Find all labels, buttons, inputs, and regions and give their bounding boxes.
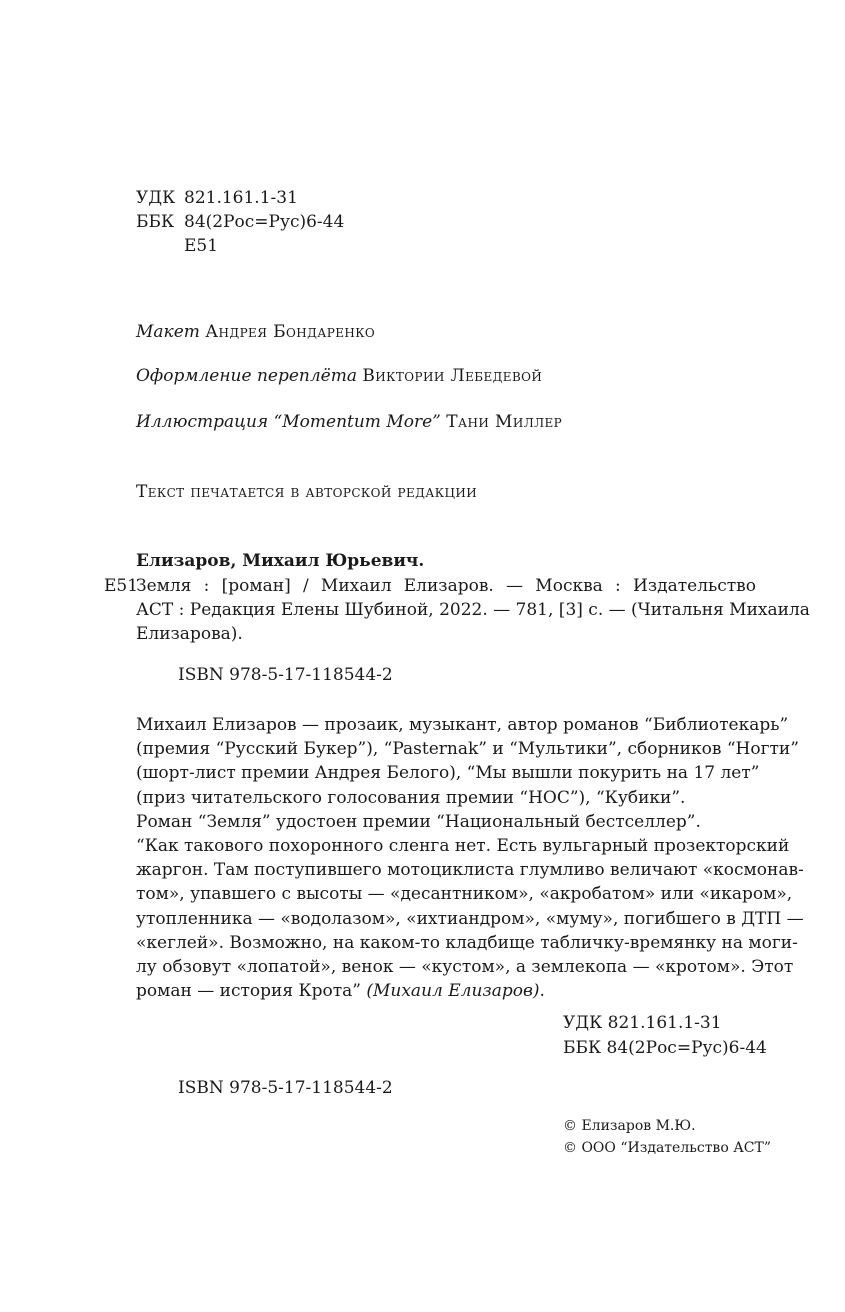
catalog-mark: Е51 — [104, 576, 139, 596]
credit-binding — [136, 366, 542, 386]
catalog-line: Земля : [роман] / Михаил Елизаров. — Москва : Издательство — [136, 576, 756, 596]
catalog-isbn: ISBN 978-5-17-118544-2 — [178, 665, 393, 685]
top-codes — [136, 186, 344, 258]
annotation-line: «кеглей». Возможно, на каком-то кладбище табличку-времянку на моги- — [136, 932, 798, 953]
edition-note: Текст печатается в авторской редакции — [136, 482, 478, 502]
copyright-publisher: © ООО “Издательство АСТ” — [563, 1140, 772, 1156]
catalog-line: АСТ : Редакция Елены Шубиной, 2022. — 781, [3] с. — (Читальня Михаила — [136, 600, 810, 621]
annotation-line: (шорт-лист премии Андрея Белого), “Мы вышли покурить на 17 лет” — [136, 763, 760, 784]
bottom-bbk: ББК 84(2Рос=Рус)6-44 — [563, 1038, 767, 1058]
annotation-line: утопленника — «водолазом», «ихтиандром», «муму», погибшего в ДТП — — [136, 908, 804, 929]
bottom-codes — [563, 1011, 767, 1061]
credit-layout — [136, 322, 375, 342]
author-mark: Е51 — [184, 236, 219, 256]
annotation-line: лу обзовут «лопатой», венок — «кустом», а землекопа — «кротом». Этот — [136, 957, 794, 978]
catalog-description — [136, 574, 810, 647]
annotation-line: Роман “Земля” удостоен премии “Национальный бестселлер”. — [136, 811, 701, 832]
bbk-row — [136, 210, 344, 234]
annotation-last-text: роман — история Крота” — [136, 981, 361, 1002]
bbk-label: ББК — [136, 212, 175, 232]
credit-layout-name: Андрея Бондаренко — [205, 322, 376, 342]
annotation-line: “Как такового похоронного сленга нет. Есть вульгарный прозекторский — [136, 836, 790, 857]
credit-binding-name: Виктории Лебедевой — [362, 366, 543, 386]
udk-label: УДК — [136, 188, 176, 208]
annotation-last-line — [136, 979, 756, 1003]
annotation-line: жаргон. Там поступившего мотоциклиста глумливо величают «космонав- — [136, 860, 804, 881]
credit-illustration-role: Иллюстрация “Momentum More” — [136, 412, 441, 432]
bbk-value: 84(2Рос=Рус)6-44 — [184, 212, 345, 232]
author-mark-row — [136, 234, 344, 258]
bottom-isbn: ISBN 978-5-17-118544-2 — [178, 1078, 393, 1098]
copyright-author: © Елизаров М.Ю. — [563, 1118, 696, 1134]
credit-illustration — [136, 412, 562, 432]
udk-value: 821.161.1-31 — [184, 188, 298, 208]
catalog-line: Елизарова). — [136, 624, 243, 645]
bottom-udk: УДК 821.161.1-31 — [563, 1013, 722, 1033]
annotation-attribution: (Михаил Елизаров) — [366, 981, 540, 1002]
credit-illustration-name: Тани Миллер — [446, 412, 563, 432]
annotation-end: . — [539, 981, 545, 1002]
catalog-author-heading: Елизаров, Михаил Юрьевич. — [136, 551, 425, 571]
annotation — [136, 713, 804, 1003]
copyright-block — [563, 1115, 771, 1159]
annotation-line: (премия “Русский Букер”), “Pasternak” и “Мультики”, сборников “Ногти” — [136, 739, 799, 760]
annotation-line: Михаил Елизаров — прозаик, музыкант, автор романов “Библиотекарь” — [136, 715, 789, 735]
credit-binding-role: Оформление переплёта — [136, 366, 357, 386]
udk-row — [136, 186, 344, 210]
credit-layout-role: Макет — [136, 322, 200, 342]
annotation-line: том», упавшего с высоты — «десантником», «акробатом» или «икаром», — [136, 884, 793, 905]
annotation-line: (приз читательского голосования премии “НОС”), “Кубики”. — [136, 787, 686, 808]
